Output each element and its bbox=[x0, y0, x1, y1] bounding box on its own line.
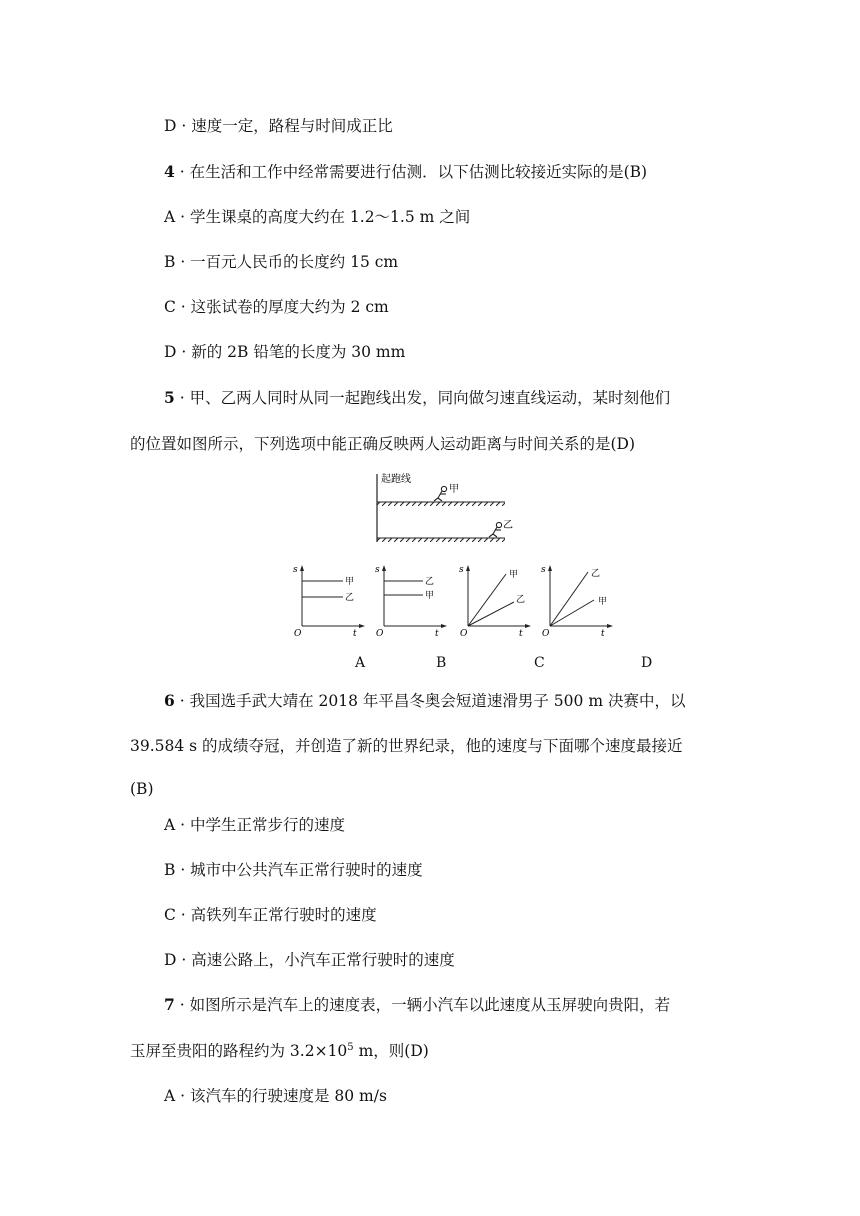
graph-b-top-label: 乙 bbox=[425, 577, 435, 587]
q6-option-a: A · 中学生正常步行的速度 bbox=[164, 816, 345, 834]
q4-option-d: D · 新的 2B 铅笔的长度为 30 mm bbox=[164, 343, 406, 361]
runner-yi-label: 乙 bbox=[503, 520, 513, 531]
axis-s-label: s bbox=[541, 565, 546, 575]
q7-stem-text2-post: m，则(D) bbox=[353, 1042, 429, 1060]
runner-jia-label: 甲 bbox=[449, 484, 459, 495]
q4-stem bbox=[164, 162, 647, 182]
axis-t-label: t bbox=[435, 629, 439, 639]
q6-stem-line2: 39.584 s 的成绩夺冠，并创造了新的世界纪录，他的速度与下面哪个速度最接近 bbox=[130, 737, 683, 755]
graph-a bbox=[290, 562, 370, 640]
q4-stem-text: · 在生活和工作中经常需要进行估测．以下估测比较接近实际的是(B) bbox=[174, 163, 648, 181]
graph-a-bottom-label: 乙 bbox=[345, 593, 355, 603]
q6-number: 6 bbox=[164, 691, 175, 710]
graph-b-bottom-label: 甲 bbox=[425, 591, 435, 601]
q7-stem-text2-pre: 玉屏至贵阳的路程约为 3.2×10 bbox=[130, 1042, 348, 1060]
q6-option-b: B · 城市中公共汽车正常行驶时的速度 bbox=[164, 861, 423, 879]
q5-stem-text1: · 甲、乙两人同时从同一起跑线出发，同向做匀速直线运动，某时刻他们 bbox=[174, 389, 671, 407]
graph-label-b: B bbox=[436, 655, 447, 671]
graph-c-top-label: 甲 bbox=[509, 570, 519, 580]
origin-label: O bbox=[294, 629, 302, 639]
graph-a-top-label: 甲 bbox=[345, 577, 355, 587]
origin-label: O bbox=[460, 629, 468, 639]
axis-t-label: t bbox=[519, 629, 523, 639]
q5-number: 5 bbox=[164, 388, 175, 407]
axis-s-label: s bbox=[293, 565, 298, 575]
q4-option-a: A · 学生课桌的高度大约在 1.2～1.5 m 之间 bbox=[164, 208, 471, 226]
graph-label-c: C bbox=[534, 655, 545, 671]
runner-yi-icon bbox=[489, 522, 502, 537]
start-line-label: 起跑线 bbox=[381, 474, 411, 485]
runners-figure bbox=[370, 470, 513, 548]
q4-option-b: B · 一百元人民币的长度约 15 cm bbox=[164, 253, 399, 271]
origin-label: O bbox=[542, 629, 550, 639]
graph-c-bottom-label: 乙 bbox=[516, 595, 526, 605]
q7-option-a: A · 该汽车的行驶速度是 80 m/s bbox=[164, 1087, 387, 1105]
axis-s-label: s bbox=[375, 565, 380, 575]
q6-option-c: C · 高铁列车正常行驶时的速度 bbox=[164, 906, 377, 924]
q5-stem-line1 bbox=[164, 388, 670, 408]
origin-label: O bbox=[376, 629, 384, 639]
q5-stem-line2: 的位置如图所示，下列选项中能正确反映两人运动距离与时间关系的是(D) bbox=[130, 435, 636, 453]
runner-jia-icon bbox=[434, 486, 447, 501]
axis-t-label: t bbox=[601, 629, 605, 639]
graph-d bbox=[538, 562, 618, 640]
q3-option-d: D · 速度一定，路程与时间成正比 bbox=[164, 117, 393, 135]
q6-stem-text1: · 我国选手武大靖在 2018 年平昌冬奥会短道速滑男子 500 m 决赛中，以 bbox=[174, 692, 686, 710]
graph-c bbox=[456, 562, 536, 640]
q7-stem-exponent: 5 bbox=[347, 1042, 354, 1053]
graph-d-top-label: 乙 bbox=[591, 569, 601, 579]
q4-number: 4 bbox=[164, 162, 175, 181]
graph-d-bottom-label: 甲 bbox=[598, 597, 608, 607]
q7-stem-line2 bbox=[130, 1041, 429, 1061]
graph-label-d: D bbox=[641, 655, 653, 671]
q7-stem-text1: · 如图所示是汽车上的速度表，一辆小汽车以此速度从玉屏驶向贵阳，若 bbox=[174, 996, 671, 1014]
axis-t-label: t bbox=[353, 629, 357, 639]
q6-option-d: D · 高速公路上，小汽车正常行驶时的速度 bbox=[164, 951, 455, 969]
q7-number: 7 bbox=[164, 995, 175, 1014]
graph-label-a: A bbox=[355, 655, 366, 671]
axis-s-label: s bbox=[459, 565, 464, 575]
graph-b bbox=[372, 562, 452, 640]
q4-option-c: C · 这张试卷的厚度大约为 2 cm bbox=[164, 298, 389, 316]
q6-stem-line3: (B) bbox=[130, 780, 154, 798]
q6-stem-line1 bbox=[164, 691, 685, 711]
q7-stem-line1 bbox=[164, 995, 670, 1015]
